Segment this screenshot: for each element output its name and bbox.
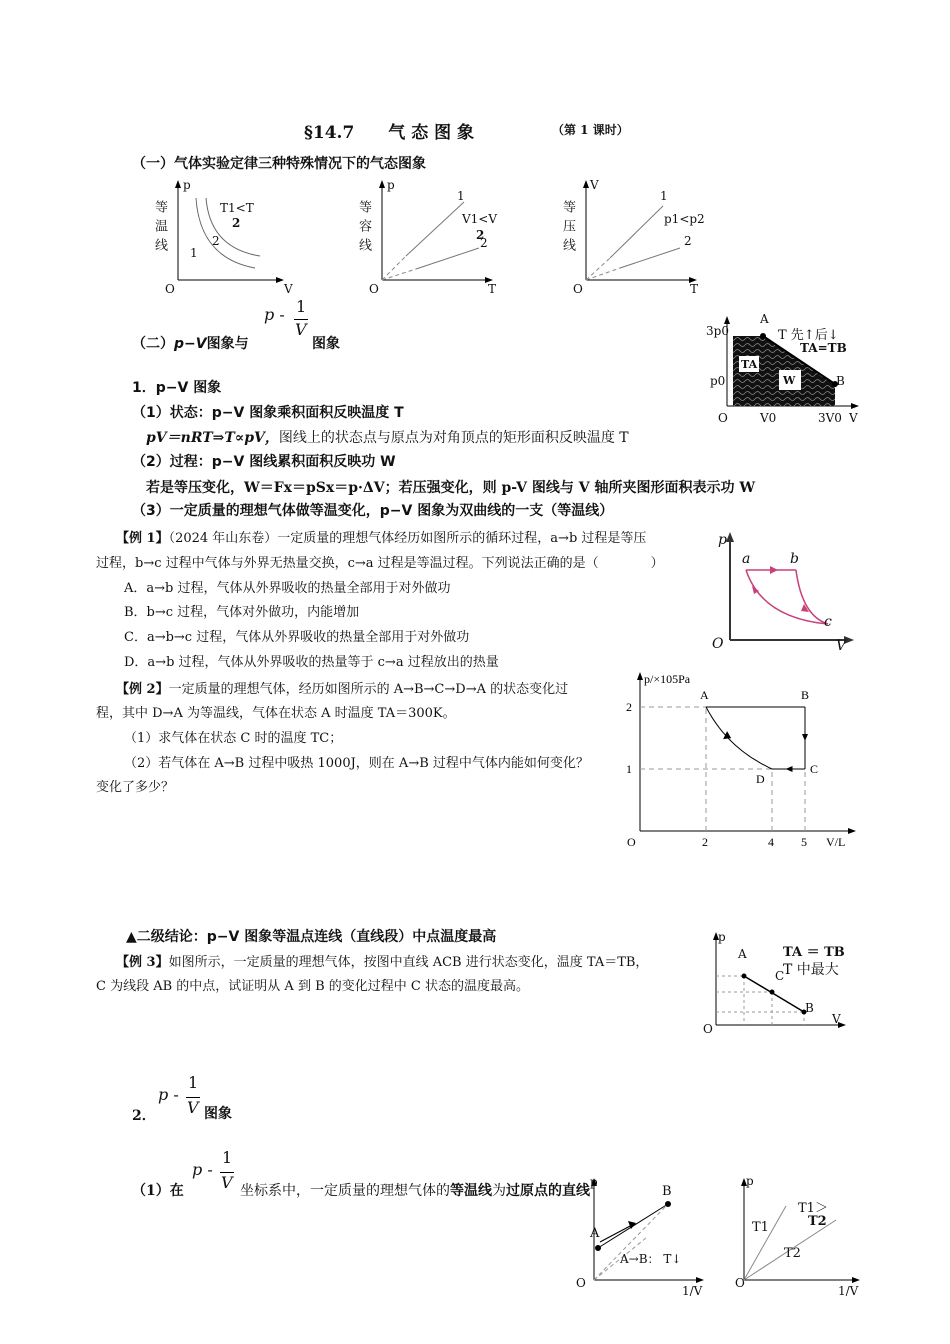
ex1-line2: 过程，b→c 过程中气体与外界无热量交换，c→a 过程是等温过程。下列说法正确的是（ ） [96, 556, 664, 571]
ex3-graph-b: B [805, 1001, 814, 1015]
pv-heading: 1．p−V 图象 [132, 380, 222, 396]
work-graph-note1: T 先↑后↓ [778, 328, 839, 343]
ex2-question1: （1）求气体在状态 C 时的温度 TC； [124, 731, 343, 746]
isobaric-note: p1<p2 [664, 212, 705, 226]
ex2-line1: 【例 2】一定质量的理想气体，经历如图所示的 A→B→C→D→A 的状态变化过 [116, 682, 569, 697]
ex3-graph-note2: T 中最大 [783, 962, 839, 978]
inv-graph-a-note: A→B： T↓ [620, 1252, 682, 1266]
section2-heading-tail: 图象 [312, 336, 340, 352]
isochoric-x-label: T [488, 282, 497, 296]
pv-isotherm-heading: （3）一定质量的理想气体做等温变化，p−V 图象为双曲线的一支（等温线） [132, 503, 614, 519]
point-label-d: D [756, 772, 765, 786]
y-tick-label-1: 1 [626, 762, 632, 776]
ex1-graph-b: b [790, 551, 799, 567]
ex1-option-a: A．a→b 过程，气体从外界吸收的热量全部用于对外做功 [124, 581, 451, 596]
work-graph-origin: O [718, 411, 728, 425]
section2-heading: （二）p−V图象与 [132, 336, 249, 352]
pv-process-heading: （2）过程：p−V 图线累积面积反映功 W [132, 454, 396, 470]
ex3-graph-x-label: V [832, 1012, 841, 1026]
point-label-a: A [700, 688, 709, 702]
work-graph-y3: 3p0 [706, 324, 729, 338]
conclusion: ▲二级结论：p−V 图象等温点连线（直线段）中点温度最高 [126, 929, 497, 945]
isothermal-x-label: V [284, 282, 293, 296]
ex2-question2: （2）若气体在 A→B 过程中吸热 1000J，则在 A→B 过程中气体内能如何变化？ [124, 756, 589, 771]
ex3-graph-note1: TA ＝ TB [783, 945, 845, 960]
isotherm-d-a [706, 707, 772, 769]
ex1-line1: 【例 1】（2024 年山东卷）一定质量的理想气体经历如图所示的循环过程，a→b 过程是等压 [116, 531, 647, 546]
work-graph-note2: TA=TB [800, 341, 847, 355]
ex2-line2: 程，其中 D→A 为等温线，气体在状态 A 时温度 TA＝300K。 [96, 706, 456, 721]
point-label-c: C [810, 762, 819, 776]
ex1-option-d: D．a→b 过程，气体从外界吸收的热量等于 c→a 过程放出的热量 [124, 655, 499, 670]
inv-graph-a-origin: O [576, 1276, 586, 1290]
isobaric-line1-label: 1 [660, 189, 668, 203]
ex2-question2-cont: 变化了多少？ [96, 780, 175, 795]
ex1-graph-x-label: V [836, 638, 847, 654]
x-tick-label-4: 4 [768, 835, 774, 849]
isothermal-graph [160, 178, 300, 298]
pv-state-heading: （1）状态：p−V 图象乘积面积反映温度 T [132, 405, 404, 421]
ex1-option-c: C．a→b→c 过程，气体从外界吸收的热量全部用于对外做功 [124, 630, 470, 645]
ex3-graph-a: A [738, 947, 747, 961]
work-graph-point-b: B [836, 374, 845, 388]
ex3-line2: C 为线段 AB 的中点，试证明从 A 到 B 的变化过程中 C 状态的温度最高。 [96, 979, 529, 994]
inv1-text: 坐标系中，一定质量的理想气体的等温线为过原点的直线 [240, 1183, 590, 1199]
inv-graph-b-t2: T2 [784, 1246, 801, 1261]
work-graph-x-label: V [849, 411, 858, 425]
section1-heading: （一）气体实验定律三种特殊情况下的气态图象 [132, 156, 426, 172]
isothermal-origin: O [165, 282, 175, 296]
isobaric-x-label: T [690, 282, 699, 296]
section-inv-fraction: p - 1 V [158, 1073, 199, 1117]
origin-label: O [627, 835, 636, 849]
page-title: §14.7 气 态 图 象 [304, 123, 475, 143]
isochoric-side-label: 等容线 [356, 200, 371, 257]
ex1-graph-origin: O [712, 636, 724, 652]
isochoric-note: V1<V [462, 212, 498, 226]
isochoric-origin: O [369, 282, 379, 296]
isochoric-y-label: p [387, 178, 395, 192]
section-inv-heading: 图象 [204, 1106, 232, 1122]
inv-graph-b-note2: T2 [808, 1214, 827, 1229]
isochoric-line1-label: 1 [457, 189, 465, 203]
pv-state-detail: pV＝nRT⇒T∝pV，图线上的状态点与原点为对角顶点的矩形面积反映温度 T [146, 430, 629, 446]
ex1-graph-y-label: p [718, 532, 727, 548]
work-graph-3v0: 3V0 [818, 411, 842, 425]
work-graph-ta: TA [741, 358, 758, 371]
arrow-c-d [786, 766, 793, 772]
isothermal-note: T1<T [220, 201, 254, 215]
section-inv-number: 2． [132, 1108, 156, 1124]
inv1-fraction: p - 1 V [192, 1148, 233, 1192]
inv-graph-a-y-label: p [590, 1175, 598, 1189]
inv-graph-b-y-label: p [746, 1174, 754, 1188]
section2-fraction: p - 1 V [264, 297, 307, 339]
isochoric-line2-label: 2 [480, 236, 488, 250]
inv-graph-a-point-b: B [662, 1184, 672, 1199]
ex3-graph-c: C [775, 969, 785, 983]
inv-graph-a-x-label: 1/V [682, 1284, 703, 1298]
y-axis-arrow [637, 672, 643, 680]
work-graph-v0: V0 [760, 411, 777, 425]
ex1-graph-a: a [742, 551, 751, 567]
x-axis-label: V/L [826, 835, 846, 849]
isothermal-curve1-label: 1 [190, 246, 198, 260]
isobaric-side-label: 等压线 [560, 200, 575, 257]
pv-process-detail: 若是等压变化，W＝Fx＝pSx＝p·ΔV；若压强变化，则 p-V 图线与 V 轴所夹图形面积表示功 W [146, 480, 756, 496]
ex1-graph-c: c [824, 614, 832, 630]
isothermal-y-label: p [183, 178, 191, 192]
inv-graph-a-point-a: A [590, 1226, 600, 1241]
x-axis-arrow [848, 828, 856, 834]
inv-graph-b-x-label: 1/V [838, 1284, 859, 1298]
ex3-line1: 【例 3】如图所示，一定质量的理想气体，按图中直线 ACB 进行状态变化，温度 TA＝TB， [116, 955, 649, 970]
isobaric-y-label: V [590, 178, 599, 192]
ex3-graph-origin: O [703, 1022, 713, 1036]
inv-graph-b-origin: O [735, 1276, 745, 1290]
work-graph-w: W [783, 374, 796, 387]
ex3-graph-y-label: p [718, 930, 726, 944]
y-tick-label-2: 2 [626, 700, 632, 714]
ex1-option-b: B．b→c 过程，气体对外做功，内能增加 [124, 605, 360, 620]
inv-graph-b [732, 1176, 862, 1296]
isothermal-note-sub: 2 [232, 216, 241, 230]
work-graph-y1: p0 [710, 374, 726, 388]
ex2-pv-chart [620, 668, 860, 858]
isothermal-side-label: 等温线 [152, 200, 167, 257]
arrow-b-c [802, 734, 808, 741]
y-axis-label: p/×105Pa [644, 672, 691, 686]
inv-graph-b-note1: T1＞ [798, 1201, 828, 1216]
isochoric-note-sub: 2 [476, 228, 485, 242]
x-tick-label-2: 2 [702, 835, 708, 849]
work-graph-point-a: A [760, 312, 769, 326]
inv-graph-b-t1: T1 [752, 1220, 769, 1235]
isobaric-origin: O [573, 282, 583, 296]
point-label-b: B [801, 688, 810, 702]
arrow-d-a [723, 731, 731, 739]
isobaric-line2-label: 2 [684, 234, 692, 248]
isothermal-curve2-label: 2 [212, 234, 220, 248]
inv1-pre: （1）在 [132, 1183, 184, 1199]
page-subtitle: （第 1 课时） [552, 123, 629, 137]
x-tick-label-5: 5 [801, 835, 807, 849]
